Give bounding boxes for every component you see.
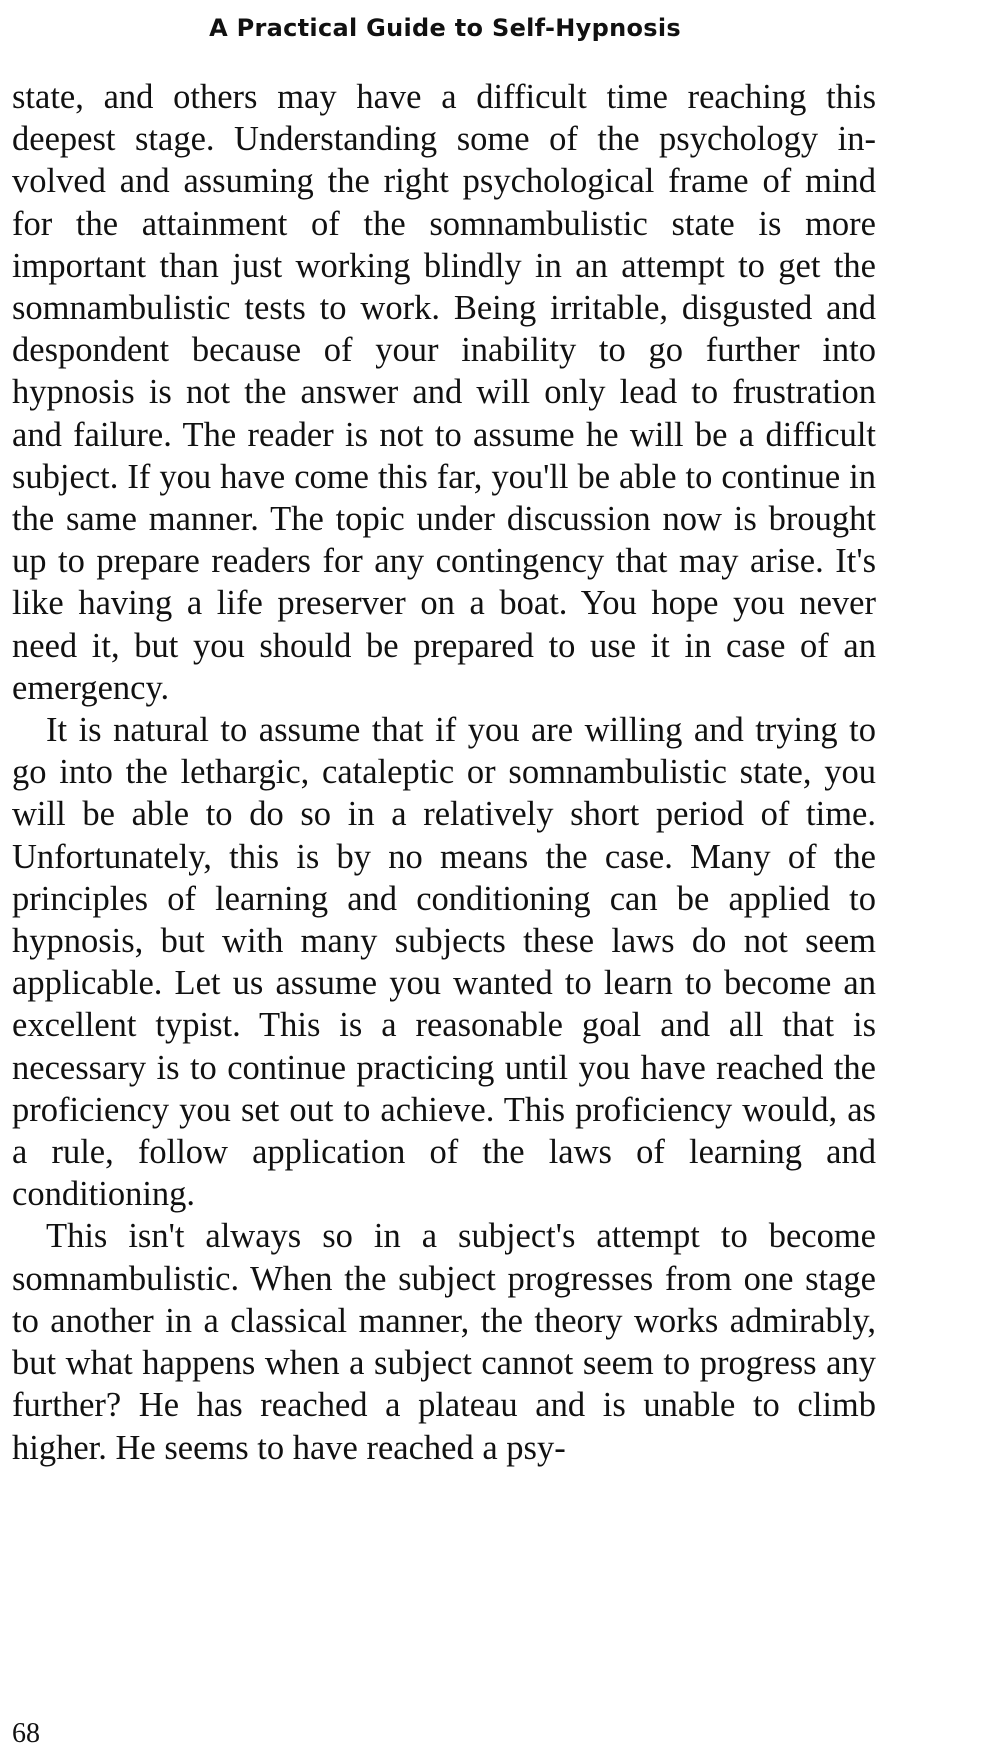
paragraph-somnambulistic-plateau: This isn't always so in a subject's attempt to become somnambulistic. When the subject progresses from one stage to another in a classical manner, the theory works admirably, but what happens when a subject cannot seem to progress any further? He has reached a plateau and is unable to climb higher. He seems to have reached a psy- [12, 1217, 876, 1467]
running-head: A Practical Guide to Self-Hypnosis [209, 14, 681, 42]
body-text [12, 76, 876, 1469]
page-number: 68 [12, 1718, 40, 1749]
paragraph-natural-assumption: It is natural to assume that if you are willing and trying to go into the lethargic, cataleptic or somnambulistic state, you will be able to do so in a relatively short period of time. Unfortunately, this is by no means the case. Many of the principles of learning and conditioning can be applied to hypnosis, but with many subjects these laws do not seem applicable. Let us assume you wanted to learn to become an excellent typist. This is a reasonable goal and all that is necessary is to continue practicing until you have reached the proficiency you set out to achieve. This proficiency would, as a rule, follow application of the laws of learning and conditioning. [12, 711, 876, 1214]
paragraph-continuation: state, and others may have a difficult time reaching this deepest stage. Understanding some of the psychology in-volved and assuming the right psychological frame of mind for the attainment of the somnambulistic state is more important than just working blindly in an attempt to get the somnambulistic tests to work. Being irritable, disgusted and despondent because of your inability to go further into hypnosis is not the answer and will only lead to frustration and failure. The reader is not to assume he will be a difficult subject. If you have come this far, you'll be able to continue in the same manner. The topic under discussion now is brought up to prepare readers for any contingency that may arise. It's like having a life preserver on a boat. You hope you never need it, but you should be prepared to use it in case of an emergency. [12, 78, 876, 707]
